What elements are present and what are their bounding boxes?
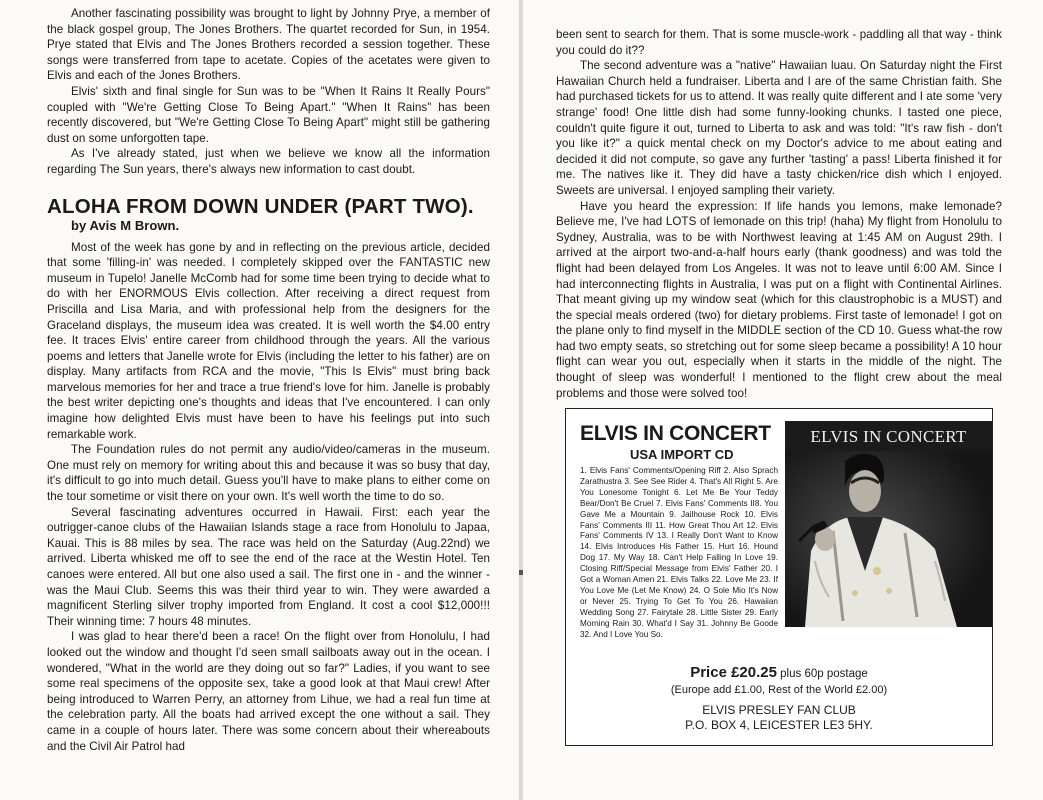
- paragraph: As I've already stated, just when we believe we know all the information regarding The Sun years, there's always new information to cast doubt.: [47, 147, 490, 176]
- performer-photo: [785, 421, 992, 627]
- price-postage: plus 60p postage: [776, 668, 868, 680]
- price-amount: Price £20.25: [690, 664, 777, 681]
- cd-advertisement: [565, 408, 993, 746]
- paragraph: The Foundation rules do not permit any audio/video/cameras in the museum. One must rely on memory for writing about this and because it was so busy that day, it's difficult to go into much detail. Guess you'll have to make plans to either come on the tour sometime or visit there on your own. It's well worth the time to do so.: [47, 443, 490, 504]
- paragraph: I was glad to hear there'd been a race! On the flight over from Honolulu, I had looked out the window and thought I'd seen small sailboats away out in the ocean. I wondered, "What in the world are they doing out so far?" Ladies, if you want to see some real specimens of the opposite sex, take a good look at that Maui crew! After being introduced to Warren Perry, an attorney from Lihue, we had a real fun time at the celebration party. All the boats had arrived except the one without a sail. They came in a couple of hours later. There was some concern about their whereabouts and the Civil Air Patrol had: [47, 630, 490, 753]
- paragraph: been sent to search for them. That is some muscle-work - paddling all that way - think you could do it??: [556, 28, 1002, 57]
- album-cover: [785, 421, 992, 627]
- ad-subtitle: USA IMPORT CD: [630, 447, 734, 462]
- club-name: ELVIS PRESLEY FAN CLUB: [702, 703, 856, 717]
- article-headline: ALOHA FROM DOWN UNDER (PART TWO).: [47, 194, 474, 218]
- ad-title: ELVIS IN CONCERT: [580, 422, 771, 445]
- left-column: [47, 6, 490, 754]
- paragraph: Have you heard the expression: If life hands you lemons, make lemonade? Believe me, I've had LOTS of lemonade on this trip! (haha) My flight from Honolulu to Sydney, Australia, was to be with Northwest leaving at 1:45 AM on August 29th. I arrived at the airport two-and-a-half hours early (thank goodness) and was told the flight had been delayed from Los Angeles. It was not to leave until 6:00 AM. Since I had interconnecting flights in Australia, I was put on a flight with Continental Airlines. That meant giving up my window seat (which for this claustrophobic is a MUST) and the special meals ordered (two) for dietary problems. First taste of lemonade! I got on the plane only to find myself in the MIDDLE section of the CD 10. Guess what-the row had two empty seats, so stretching out for some sleep became a possibility! A 10 hour flight can wear you out, especially when it starts in the middle of the night. The thought of sleep was wonderful! I mentioned to the flight crew about the meal problems and those were solved too!: [556, 199, 1002, 400]
- paragraph: Elvis' sixth and final single for Sun was to be "When It Rains It Really Pours" coupled with "We're Getting Close To Being Apart." "When It Rains" has been recently discovered, but "We're Getting Close To Being Apart" might still be gathering dust on some unforgotten tape.: [47, 84, 490, 145]
- club-postal-address: P.O. BOX 4, LEICESTER LE3 5HY.: [685, 718, 873, 732]
- article-byline: by Avis M Brown.: [71, 217, 180, 233]
- right-column: [556, 27, 1002, 401]
- fan-club-address: [566, 703, 992, 733]
- left-page: [0, 0, 519, 800]
- paragraph: Several fascinating adventures occurred in Hawaii. First: each year the outrigger-canoe clubs of the Hawaiian Islands stage a race from Honolulu to Japaa, Kauai. This is 88 miles by sea. The race was held on the Saturday (Aug.22nd) we arrived. Liberta whisked me off to see the end of the race at the Westin Hotel. Ten canoes were entered. All but one also used a sail. The first one in - and the winner - was the Maui Club. Seems this was their third year to win. They were awarded a magnificent Sterling silver trophy imported from England. It cost a cool $12,000!!! Their winning time: 7 hours 48 minutes.: [47, 505, 490, 628]
- cover-title: ELVIS IN CONCERT: [810, 427, 967, 446]
- paragraph: The second adventure was a "native" Hawaiian luau. On Saturday night the First Hawaiian Church held a fundraiser. Liberta and I are of the same Christian faith. She had purchased tickets for us to attend. It was really quite different and I ate some 'very strange' food! One little dish had some funny-looking chunks. I tasted one piece, couldn't quite figure it out, turned to Liberta to ask and was told: "It's raw fish - don't you like it?" a quick mental check on my Doctor's advice to me about eating and decided it did not compute, so gave any further 'tasting' a pass! Liberta finished it for me. The natives like it. They did have a tasty chicken/rice dish which I enjoyed. Sweets are universal. I enjoyed sampling their variety.: [556, 59, 1003, 197]
- paragraph: Most of the week has gone by and in reflecting on the previous article, decided that some 'filling-in' was needed. I completely skipped over the FANTASTIC new museum in Tupelo! Janelle McComb had for some time been trying to decide what to do with her ENORMOUS Elvis collection. After receiving a direct request from Priscilla and Lisa Maria, and with professional help from the designers for the Graceland displays, the museum idea was created. It is well worth the $4.00 entry fee. It traces Elvis' entire career from childhood through the years. All the various poems and letters that Janelle wrote for Elvis (including the letter to his father) are on display. Many artifacts from RCA and the movie, "This Is Elvis" must bring back marvelous memories for her and trace a true friend's love for him. Janelle is probably the best writer depicting one's thoughts and ideas that I've encountered. I can only imagine how delighted Elvis must have been to have his feelings put into such remarkable work.: [47, 240, 490, 441]
- right-page: [523, 0, 1043, 800]
- track-list: 1. Elvis Fans' Comments/Opening Riff 2. Also Sprach Zarathustra 3. See See Rider 4. That's All Right 5. Are You Lonesome Tonight 6. Let Me Be Your Teddy Bear/Don't Be Cruel 7. Elvis Fans' Comments II8. You Gave Me a Mountain 9. Jailhouse Rock 10. Elvis Fans' Comments III 11. How Great Thou Art 12. Elvis Fans' Comments IV 13. I Really Don't Want to Know 14. Elvis Introduces His Father 15. Hurt 16. Hound Dog 17. My Way 18. Can't Help Falling In Love 19. Closing Riff/Special Message from Elvis' Father 20. I Got a Woman Amen 21. Elvis Talks 22. Love Me 23. If You Love Me (Let Me Know) 24. O Sole Mio It's Now or Never 25. Trying To Get To You 26. Hawaiian Wedding Song 27. Fairytale 28. Little Sister 29. Early Morning Rain 30. What'd I Say 31. Johnny Be Goode 32. And I Love You So.: [580, 466, 778, 639]
- paragraph: Another fascinating possibility was brought to light by Johnny Prye, a member of the black gospel group, The Jones Brothers. The quartet recorded for Sun, in 1954. Prye stated that Elvis and The Jones Brothers recorded a session together. These songs were transferred from tape to acetate. Copies of the acetates were given to Elvis and each of the Jones Brothers.: [47, 7, 490, 83]
- price-line: [566, 664, 992, 681]
- shipping-note: (Europe add £1.00, Rest of the World £2.00): [670, 684, 888, 696]
